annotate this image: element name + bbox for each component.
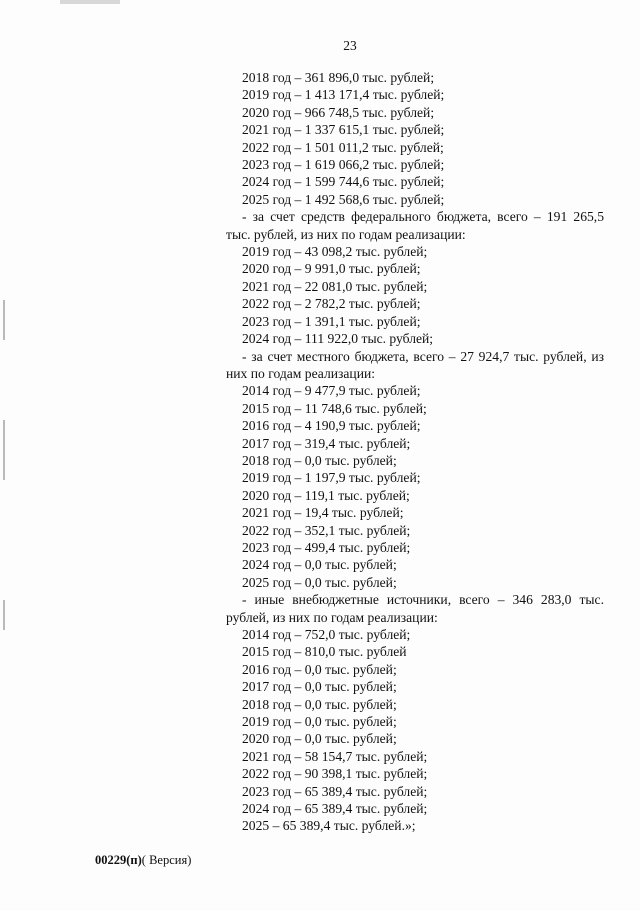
- year-amount-line: 2019 год – 1 413 171,4 тыс. рублей;: [242, 87, 445, 103]
- document-version: ( Версия): [141, 853, 192, 867]
- year-amount-line: 2021 год – 22 081,0 тыс. рублей;: [242, 278, 428, 294]
- year-amount-line: 2014 год – 9 477,9 тыс. рублей;: [242, 383, 421, 399]
- year-amount-line: 2021 год – 1 337 615,1 тыс. рублей;: [242, 122, 445, 138]
- year-amount-line: 2022 год – 2 782,2 тыс. рублей;: [242, 296, 421, 312]
- year-amount-line: 2025 – 65 389,4 тыс. рублей.»;: [242, 818, 416, 834]
- funding-source-paragraph: - иные внебюджетные источники, всего – 346 283,0 тыс. рублей, из них по годам реализации:: [226, 592, 604, 625]
- year-amount-line: 2014 год – 752,0 тыс. рублей;: [242, 627, 411, 642]
- year-amount-line: 2024 год – 111 922,0 тыс. рублей;: [242, 331, 434, 347]
- funding-source-paragraph: - за счет местного бюджета, всего – 27 924,7 тыс. рублей, из них по годам реализации:: [226, 348, 604, 381]
- scan-artifact-margin: [3, 420, 5, 480]
- year-amount-line: 2021 год – 58 154,7 тыс. рублей;: [242, 748, 428, 764]
- year-amount-line: 2025 год – 0,0 тыс. рублей;: [242, 574, 397, 590]
- year-amount-line: 2017 год – 319,4 тыс. рублей;: [242, 435, 411, 451]
- year-amount-line: 2024 год – 1 599 744,6 тыс. рублей;: [242, 174, 445, 190]
- year-amount-line: 2019 год – 0,0 тыс. рублей;: [242, 714, 397, 730]
- year-amount-line: 2016 год – 4 190,9 тыс. рублей;: [242, 418, 421, 434]
- year-amount-line: 2018 год – 0,0 тыс. рублей;: [242, 452, 397, 468]
- year-amount-line: 2022 год – 90 398,1 тыс. рублей;: [242, 766, 428, 782]
- year-amount-line: 2018 год – 0,0 тыс. рублей;: [242, 696, 397, 712]
- year-amount-line: 2021 год – 19,4 тыс. рублей;: [242, 505, 404, 521]
- document-footer: [95, 853, 191, 868]
- year-amount-line: 2022 год – 1 501 011,2 тыс. рублей;: [242, 139, 444, 155]
- scan-artifact-top: [60, 0, 120, 4]
- year-amount-line: 2023 год – 499,4 тыс. рублей;: [242, 539, 411, 555]
- year-amount-line: 2023 год – 65 389,4 тыс. рублей;: [242, 783, 428, 799]
- body-text: [226, 69, 604, 835]
- year-amount-line: 2019 год – 1 197,9 тыс. рублей;: [242, 470, 421, 486]
- year-amount-line: 2023 год – 1 619 066,2 тыс. рублей;: [242, 157, 445, 173]
- scan-artifact-margin: [3, 300, 5, 340]
- page-number: 23: [343, 38, 357, 53]
- year-amount-line: 2020 год – 9 991,0 тыс. рублей;: [242, 261, 421, 277]
- document-code: 00229(п): [95, 853, 142, 867]
- year-amount-line: 2016 год – 0,0 тыс. рублей;: [242, 661, 397, 677]
- year-amount-line: 2020 год – 119,1 тыс. рублей;: [242, 487, 410, 503]
- funding-source-paragraph: - за счет средств федерального бюджета, всего – 191 265,5 тыс. рублей, из них по годам реализации:: [226, 209, 604, 242]
- year-amount-line: 2024 год – 65 389,4 тыс. рублей;: [242, 801, 428, 817]
- year-amount-line: 2020 год – 966 748,5 тыс. рублей;: [242, 104, 435, 120]
- scan-artifact-margin: [3, 600, 5, 630]
- year-amount-line: 2015 год – 11 748,6 тыс. рублей;: [242, 400, 427, 416]
- year-amount-line: 2018 год – 361 896,0 тыс. рублей;: [242, 70, 435, 85]
- year-amount-line: 2025 год – 1 492 568,6 тыс. рублей;: [242, 191, 445, 207]
- year-amount-line: 2022 год – 352,1 тыс. рублей;: [242, 522, 411, 538]
- year-amount-line: 2023 год – 1 391,1 тыс. рублей;: [242, 313, 421, 329]
- year-amount-line: 2019 год – 43 098,2 тыс. рублей;: [242, 244, 428, 260]
- year-amount-line: 2020 год – 0,0 тыс. рублей;: [242, 731, 397, 747]
- year-amount-line: 2015 год – 810,0 тыс. рублей: [242, 644, 407, 660]
- year-amount-line: 2024 год – 0,0 тыс. рублей;: [242, 557, 397, 573]
- year-amount-line: 2017 год – 0,0 тыс. рублей;: [242, 679, 397, 695]
